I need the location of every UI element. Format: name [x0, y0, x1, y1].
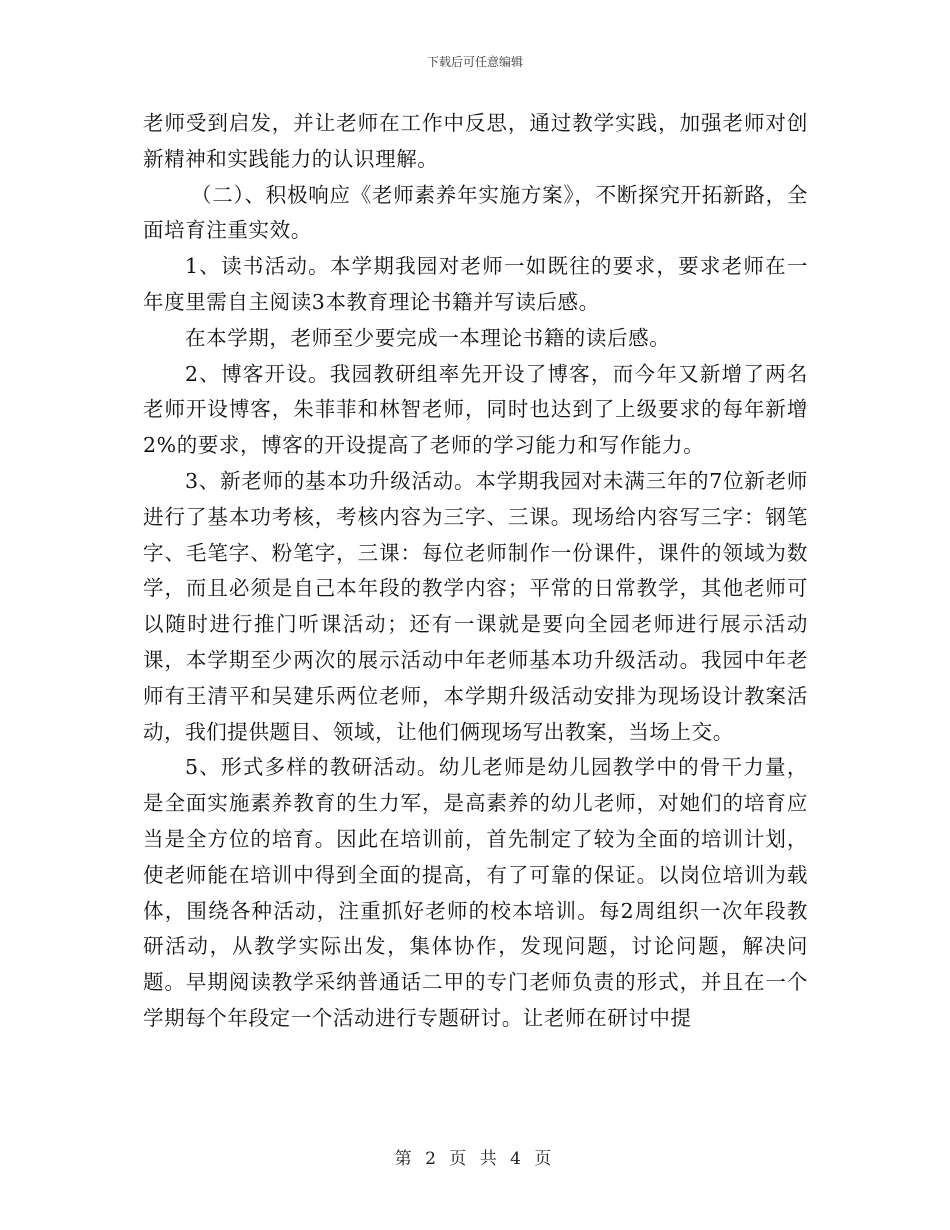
document-body: [143, 106, 808, 1037]
paragraph-teaching-research: 5、形式多样的教研活动。幼儿老师是幼儿园教学中的骨干力量，是全面实施素养教育的生力军，是高素养的幼儿老师，对她们的培育应当是全方位的培育。因此在培训前，首先制定了较为全面的培训计划，使老师能在培训中得到全面的提高，有了可靠的保证。以岗位培训为载体，围绕各种活动，注重抓好老师的校本培训。每2周组织一次年段教研活动，从教学实际出发，集体协作，发现问题，讨论问题，解决问题。早期阅读教学采纳普通话二甲的专门老师负责的形式，并且在一个学期每个年段定一个活动进行专题研讨。让老师在研讨中提: [143, 755, 808, 1030]
paragraph-reading-activity: 1、读书活动。本学期我园对老师一如既往的要求，要求老师在一年度里需自主阅读3本教育理论书籍并写读后感。: [143, 254, 808, 314]
page-header: 下载后可任意编辑: [426, 55, 523, 69]
paragraph-blog: 2、博客开设。我园教研组率先开设了博客，而今年又新增了两名老师开设博客，朱菲菲和林智老师，同时也达到了上级要求的每年新增2%的要求，博客的开设提高了老师的学习能力和写作能力。: [143, 361, 808, 458]
paragraph-skills-upgrade: 3、新老师的基本功升级活动。本学期我园对未满三年的7位新老师进行了基本功考核，考核内容为三字、三课。现场给内容写三字：钢笔字、毛笔字、粉笔字，三课：每位老师制作一份课件，课件的领域为数学，而且必须是自己本年段的教学内容；平常的日常教学，其他老师可以随时进行推门听课活动；还有一课就是要向全园老师进行展示活动课，本学期至少两次的展示活动中年老师基本功升级活动。我园中年老师有王清平和吴建乐两位老师，本学期升级活动安排为现场设计教案活动，我们提供题目、领域，让他们俩现场写出教案，当场上交。: [143, 468, 808, 744]
paragraph-reading-note: 在本学期，老师至少要完成一本理论书籍的读后感。: [185, 325, 671, 350]
paragraph-continuation: 老师受到启发，并让老师在工作中反思，通过教学实践，加强老师对创新精神和实践能力的认识理解。: [143, 111, 808, 171]
page-footer: 第 2 页 共 4 页: [394, 1149, 556, 1169]
paragraph-section-heading: （二）、积极响应《老师素养年实施方案》，不断探究开拓新路，全面培育注重实效。: [143, 182, 808, 243]
